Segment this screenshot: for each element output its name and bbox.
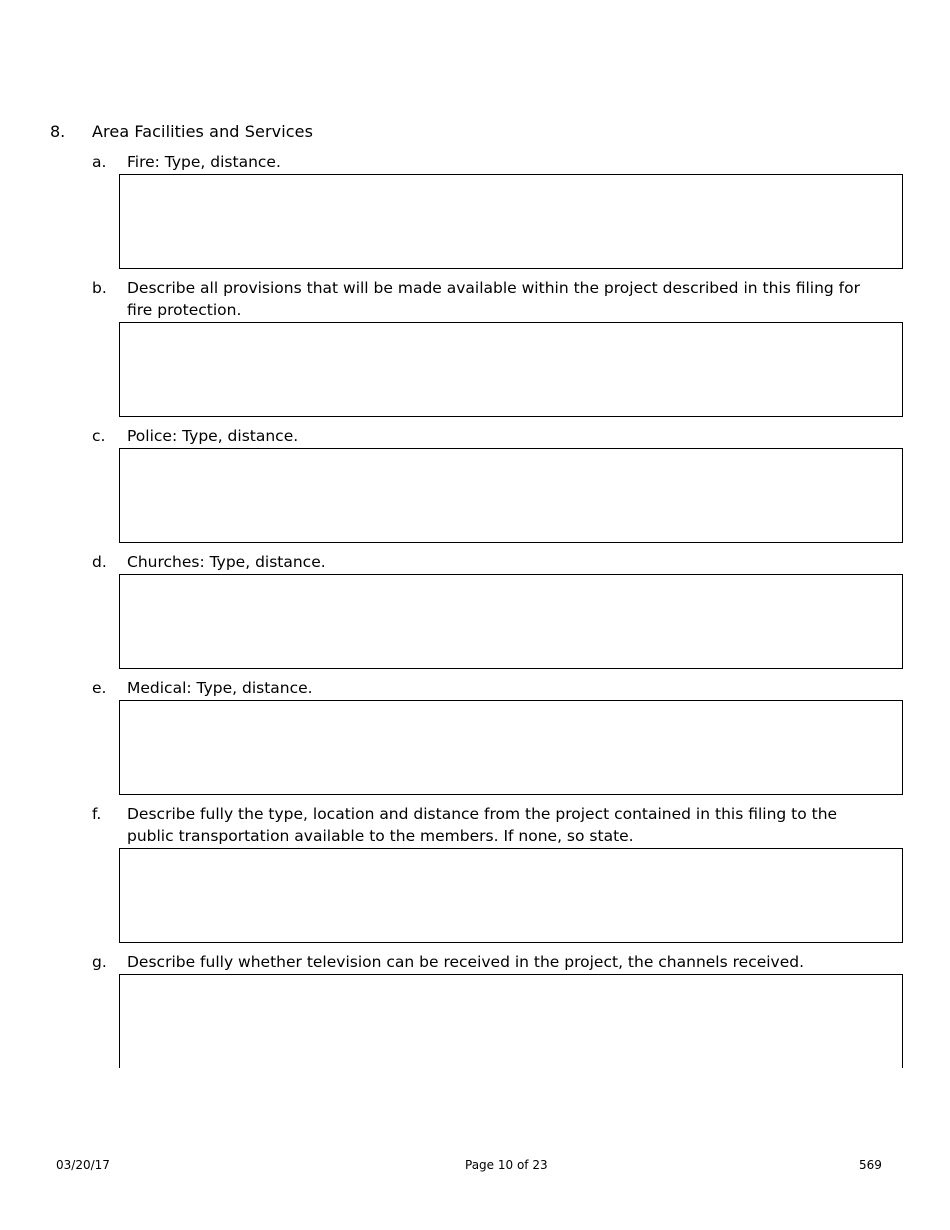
churches-answer-field[interactable] [119,574,903,669]
item-question: Police: Type, distance. [127,427,299,445]
fire-answer-field[interactable] [119,174,903,269]
section-title: Area Facilities and Services [92,122,314,141]
item-question: Describe all provisions that will be made available within the project described in this filing for fire protection. [127,279,860,319]
item-question: Describe fully the type, location and distance from the project contained in this filing to the public transportation available to the members. If none, so state. [127,805,838,845]
item-letter: d. [92,553,107,571]
item-letter: a. [92,153,107,171]
item-question: Medical: Type, distance. [127,679,313,697]
item-letter: f. [92,805,102,823]
police-answer-field[interactable] [119,448,903,543]
television-answer-field[interactable] [119,974,903,1068]
footer-form-code: 569 [859,1158,882,1172]
item-letter: c. [92,427,106,445]
item-question: Describe fully whether television can be received in the project, the channels received. [127,953,805,971]
item-question: Fire: Type, distance. [127,153,281,171]
item-question: Churches: Type, distance. [127,553,326,571]
item-letter: g. [92,953,107,971]
item-letter: e. [92,679,107,697]
section-number: 8. [50,122,66,141]
transportation-answer-field[interactable] [119,848,903,943]
footer-page-number: Page 10 of 23 [465,1158,548,1172]
item-letter: b. [92,279,107,297]
medical-answer-field[interactable] [119,700,903,795]
footer-date: 03/20/17 [56,1158,110,1172]
fire-protection-answer-field[interactable] [119,322,903,417]
